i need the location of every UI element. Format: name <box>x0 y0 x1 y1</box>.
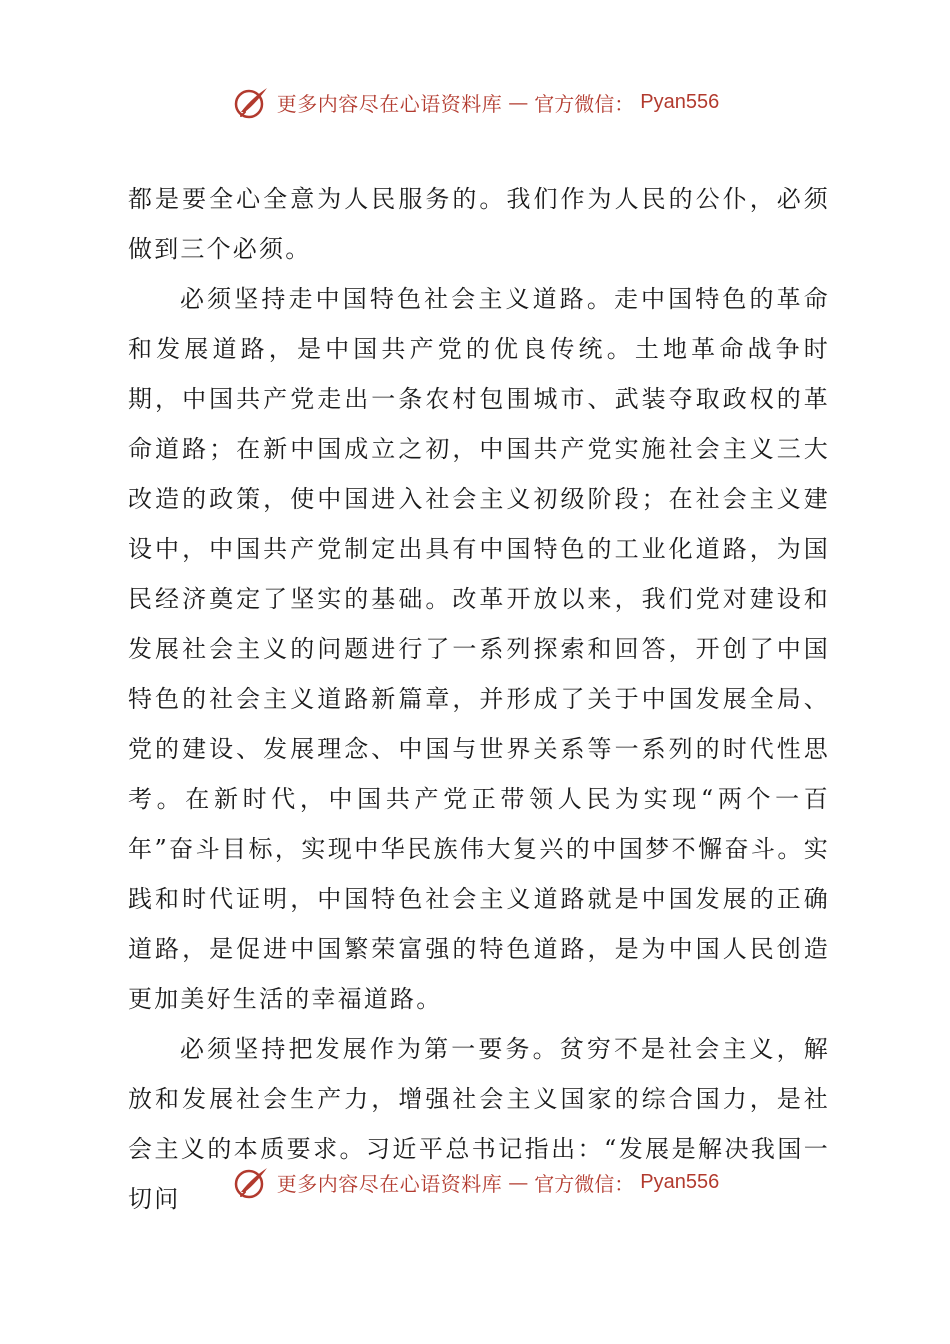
paragraph-socialist-road: 必须坚持走中国特色社会主义道路。走中国特色的革命和发展道路，是中国共产党的优良传统。土地革命战争时期，中国共产党走出一条农村包围城市、武装夺取政权的革命道路；在新中国成立之初，中国共产党实施社会主义三大改造的政策，使中国进入社会主义初级阶段；在社会主义建设中，中国共产党制定出具有中国特色的工业化道路，为国民经济奠定了坚实的基础。改革开放以来，我们党对建设和发展社会主义的问题进行了一系列探索和回答，开创了中国特色的社会主义道路新篇章，并形成了关于中国发展全局、党的建设、发展理念、中国与世界关系等一系列的时代性思考。在新时代，中国共产党正带领人民为实现“两个一百年”奋斗目标，实现中华民族伟大复兴的中国梦不懈奋斗。实践和时代证明，中国特色社会主义道路就是中国发展的正确道路，是促进中国繁荣富强的特色道路，是为中国人民创造更加美好生活的幸福道路。 <box>128 285 830 1013</box>
banner-wechat-id: Pyan556 <box>640 90 720 113</box>
paragraph-development-priority: 必须坚持把发展作为第一要务。贫穷不是社会主义，解放和发展社会生产力，增强社会主义国家的综合国力，是社会主义的本质要求。习近平总书记指出：“发展是解决我国一切问 <box>128 1035 830 1213</box>
footer-brand-text: 更多内容尽在心语资料库 <box>276 1171 503 1196</box>
banner-separator: — <box>508 90 529 114</box>
banner-brand-text: 更多内容尽在心语资料库 <box>276 91 503 116</box>
document-body <box>128 174 830 1224</box>
quill-pen-circle-icon <box>231 82 271 122</box>
header-banner <box>0 80 950 124</box>
banner-wechat-label: 官方微信： <box>534 91 635 116</box>
footer-wechat-id: Pyan556 <box>640 1170 720 1193</box>
footer-wechat-label: 官方微信： <box>534 1171 635 1196</box>
footer-banner <box>0 1160 950 1204</box>
footer-separator: — <box>508 1170 529 1194</box>
paragraph-continuation: 都是要全心全意为人民服务的。我们作为人民的公仆，必须做到三个必须。 <box>128 185 830 263</box>
quill-pen-circle-icon <box>231 1162 271 1202</box>
